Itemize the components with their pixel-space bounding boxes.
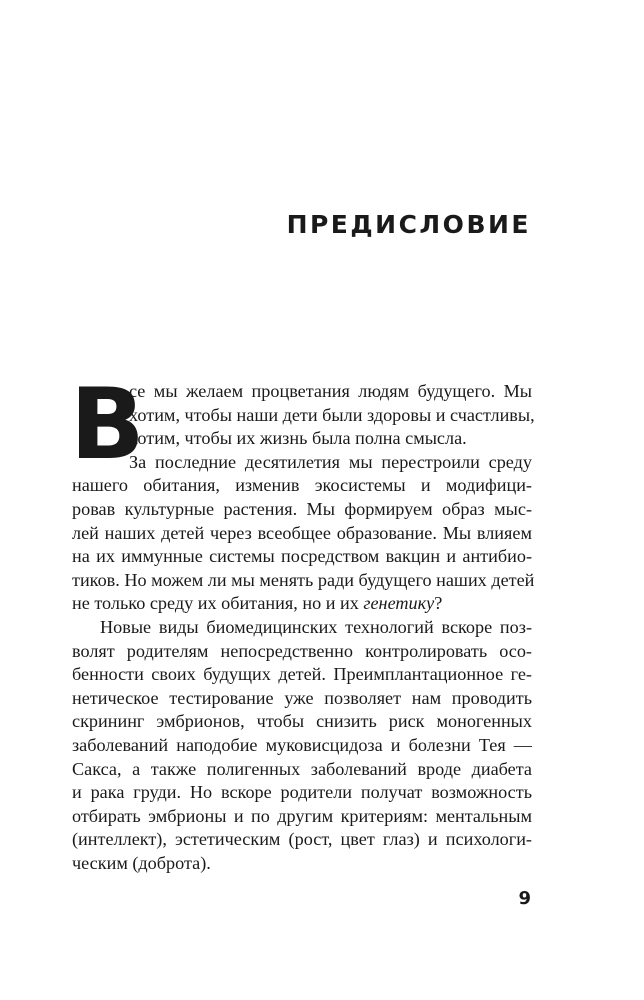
text-fragment: ? (434, 593, 443, 614)
emphasized-word: генетику (363, 593, 435, 614)
text-line: хотим, чтобы их жизнь была полна смысла. (129, 428, 467, 449)
text-line: нашего обитания, изменив экосистемы и модифици- (72, 475, 532, 496)
text-line: заболеваний наподобие муковисцидоза и болезни Тея — (72, 734, 532, 755)
text-line: тиков. Но можем ли мы менять ради будущего наших детей (72, 569, 535, 590)
text-line: и рака груди. Но вскоре родители получат возможность (72, 782, 532, 803)
text-line: се мы желаем процветания людям будущего. Мы (129, 381, 532, 401)
text-line: на их иммунные системы посредством вакцин и антибио- (72, 546, 532, 567)
page-number: 9 (518, 888, 531, 909)
chapter-heading: ПРЕДИСЛОВИЕ (286, 210, 531, 239)
body-text (72, 380, 535, 875)
text-line: ческим (доброта). (72, 852, 211, 873)
text-line (72, 592, 532, 616)
text-line: скрининг эмбрионов, чтобы снизить риск моногенных (72, 711, 532, 732)
text-line: Новые виды биомедицинских технологий вскоре поз- (100, 616, 532, 637)
text-line: нетическое тестирование уже позволяет нам проводить (72, 687, 532, 708)
text-line: волят родителям непосредственно контролировать осо- (72, 640, 532, 661)
drop-cap: В (70, 368, 145, 482)
text-line: За последние десятилетия мы перестроили среду (129, 451, 532, 472)
text-line: (интеллект), эстетическим (рост, цвет глаз) и психологи- (72, 829, 532, 850)
text-fragment: не только среду их обитания, но и их (72, 593, 364, 614)
text-line: хотим, чтобы наши дети были здоровы и счастливы, (129, 404, 535, 425)
text-line: лей наших детей через всеобщее образование. Мы влияем (72, 522, 532, 543)
text-line: отбирать эмбрионы и по другим критериям: ментальным (72, 805, 532, 826)
text-line: бенности своих будущих детей. Преимплантационное ге- (72, 664, 532, 685)
text-line: ровав культурные растения. Мы формируем образ мыс- (72, 498, 532, 519)
text-line: Сакса, а также полигенных заболеваний вроде диабета (72, 758, 532, 779)
